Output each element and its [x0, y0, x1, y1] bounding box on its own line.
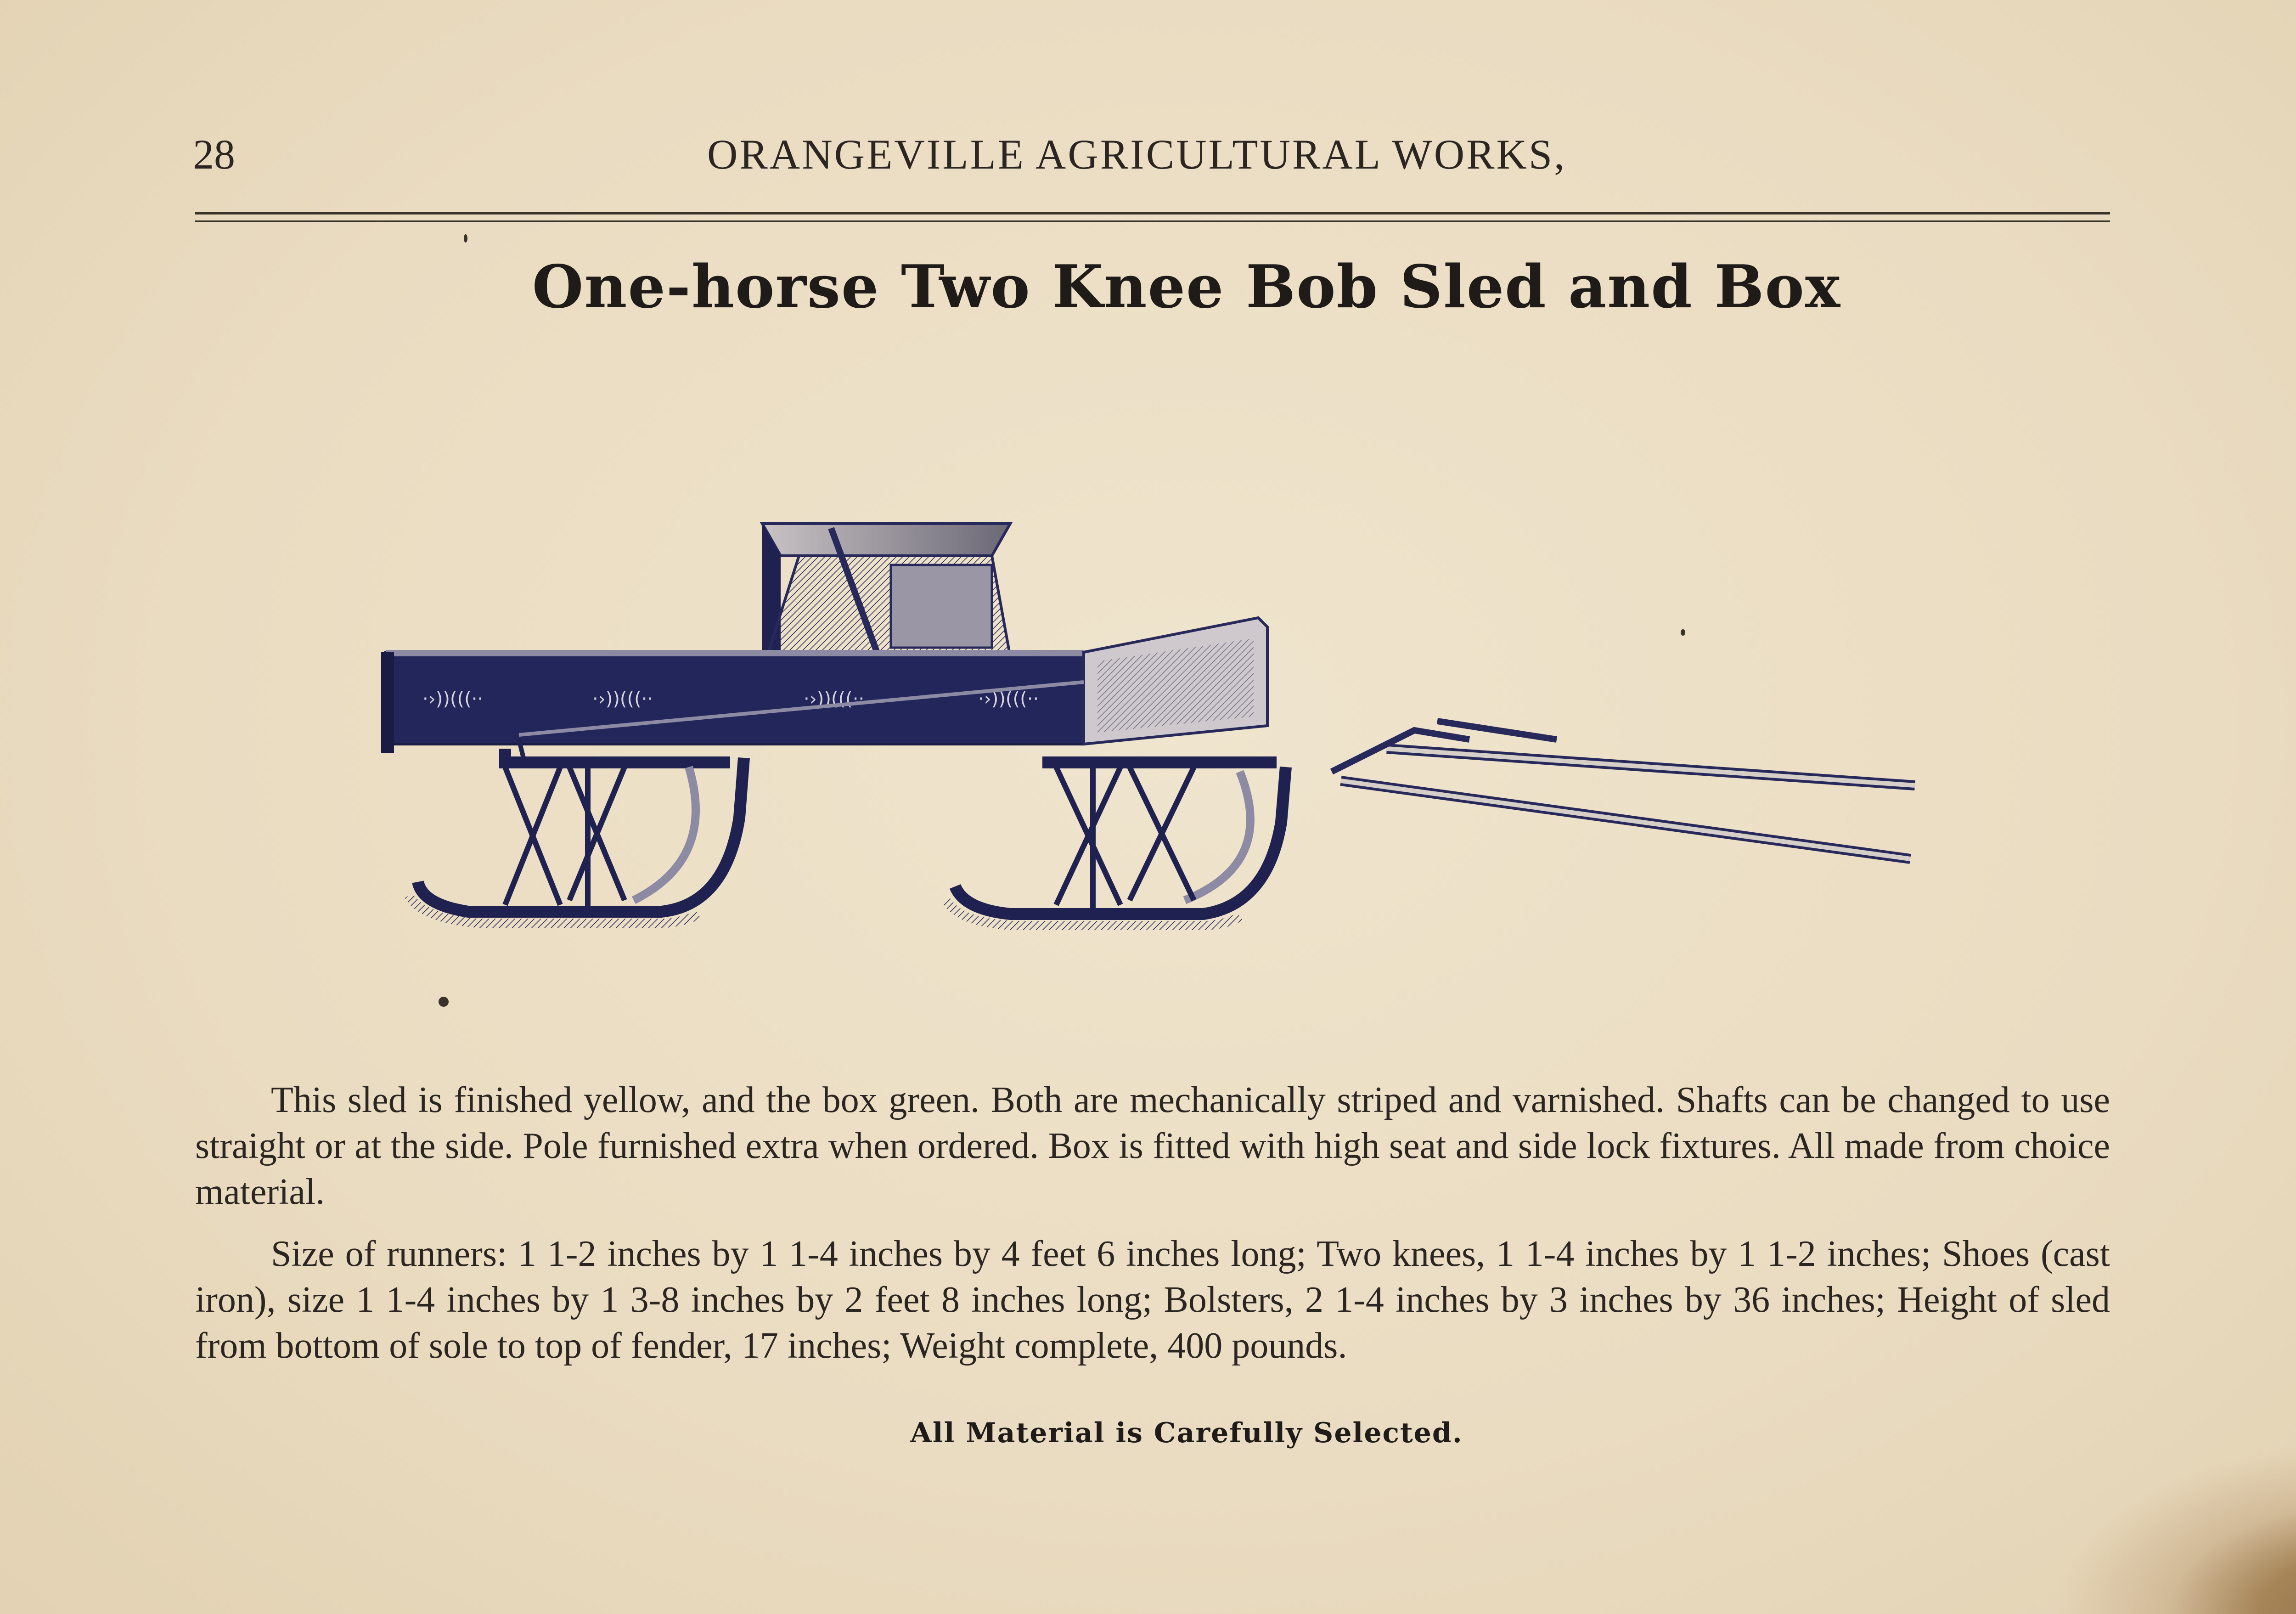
footer-tagline: All Material is Carefully Selected.	[910, 1417, 1463, 1449]
seat-box	[762, 524, 1010, 657]
svg-text:·›))(((··: ·›))(((··	[804, 688, 865, 710]
ink-speck	[464, 234, 467, 243]
running-header: ORANGEVILLE AGRICULTURAL WORKS,	[707, 131, 1567, 178]
svg-text:·›))(((··: ·›))(((··	[422, 688, 484, 710]
shafts	[1332, 721, 1915, 859]
plate-title: One-horse Two Knee Bob Sled and Box	[532, 253, 1841, 322]
corner-wear	[2052, 1439, 2296, 1614]
ink-speck	[1681, 629, 1685, 636]
rear-runner	[418, 739, 744, 912]
description-paragraph: This sled is finished yellow, and the box green. Both are mechanically striped and varnished. Shafts can be changed to use straight or at the side. Pole furnished extra when ordered. Box is fitted with high seat and side lock fixtures. All made from choice material.	[195, 1080, 2110, 1212]
page-number: 28	[193, 131, 235, 178]
front-runner	[955, 762, 1286, 914]
header-rule-secondary	[195, 220, 2110, 222]
specifications-paragraph: Size of runners: 1 1-2 inches by 1 1-4 inches by 4 feet 6 inches long; Two knees, 1 1-4 inches by 1 1-2 inches; Shoes (cast iron), size 1 1-4 inches by 1 3-8 inches by 2 feet 8 inches long; Bolsters, 2 1-4 inches by 3 inches by 36 inches; Height of sled from bottom of sole to top of fender, 17 inches; Weight complete, 400 pounds.	[195, 1234, 2110, 1366]
svg-text:·›))(((··: ·›))(((··	[592, 688, 653, 710]
sled-illustration	[367, 501, 1938, 942]
svg-text:·›))(((··: ·›))(((··	[978, 688, 1039, 710]
ink-speck	[439, 997, 449, 1007]
header-rule	[195, 212, 2110, 214]
